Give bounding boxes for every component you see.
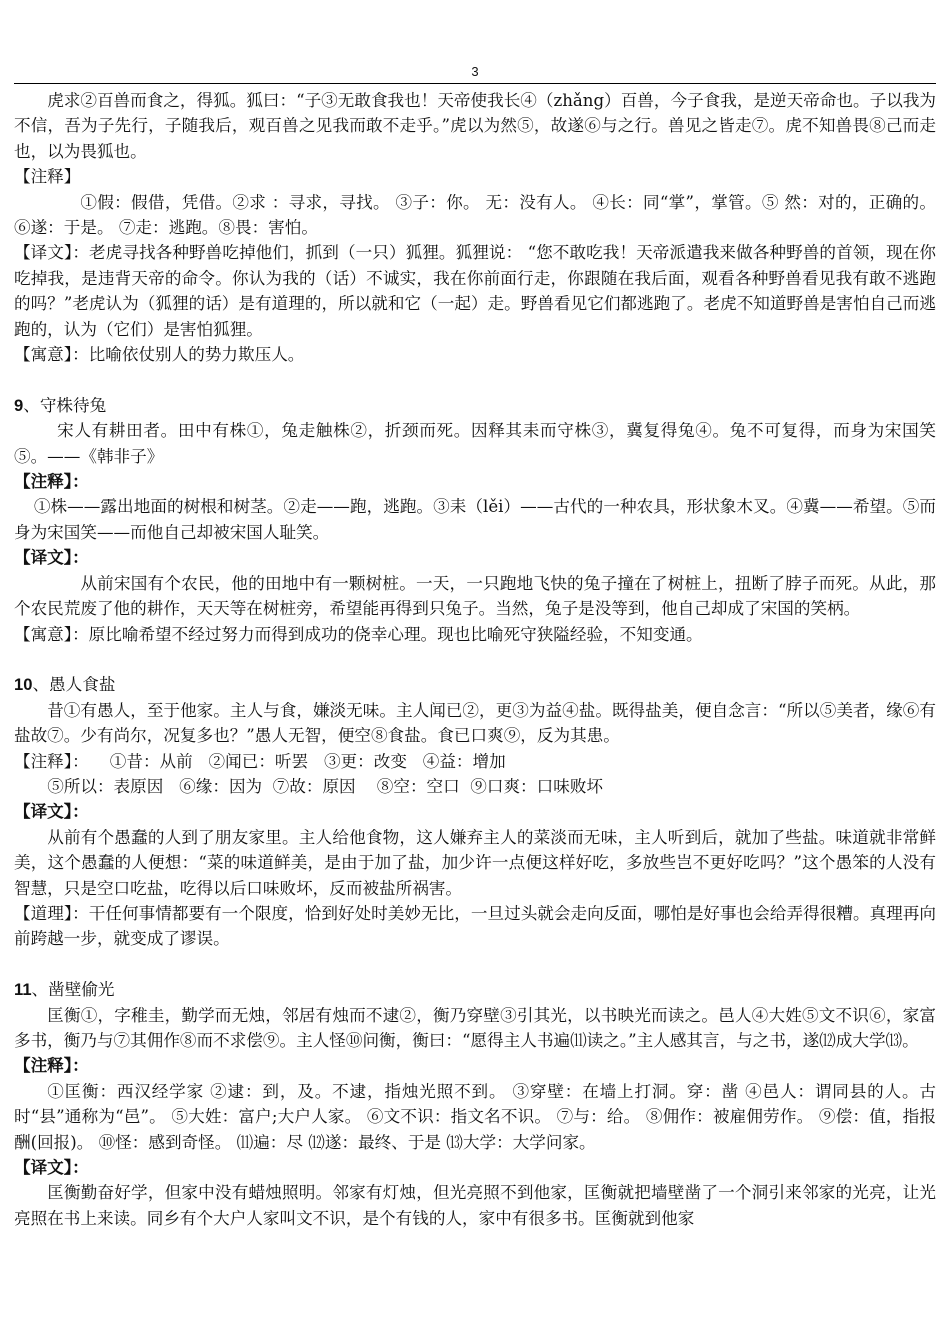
section-11-translation: 匡衡勤奋好学，但家中没有蜡烛照明。邻家有灯烛，但光亮照不到他家，匡衡就把墙壁凿了一个洞引来邻家的光亮，让光亮照在书上来读。同乡有个大户人家叫文不识，是个有钱的人，家中有很多书。匡衡就到他家 <box>14 1183 936 1228</box>
fox-moral: 【寓意】：比喻依仗别人的势力欺压人。 <box>14 345 305 365</box>
section-10-moral: 【道理】：干任何事情都要有一个限度，恰到好处时美妙无比，一旦过头就会走向反面，哪怕是好事也会给弄得很糟。真理再向前跨越一步，就变成了谬误。 <box>14 903 936 949</box>
fox-story-text: 虎求②百兽而食之，得狐。狐曰：“子③无敢食我也！天帝使我长④（zhǎng）百兽，今子食我，是逆天帝命也。子以我为不信，吾为子先行，子随我后，观百兽之见我而敢不走乎。”虎以为然⑤，故遂⑥与之行。兽见之皆走⑦。虎不知兽畏⑧己而走也，以为畏狐也。 <box>14 91 936 161</box>
section-10-notes-line-1: 【注释】： ①昔：从前 ②闻已：听罢 ③更：改变 ④益：增加 <box>14 751 506 771</box>
section-9-translation-label: 【译文】： <box>14 547 89 568</box>
document-page <box>14 64 936 1231</box>
section-10-notes-line-2: ⑤所以：表原因 ⑥缘：因为 ⑦故：原因 ⑧空：空口 ⑨口爽：口味败坏 <box>47 776 604 796</box>
section-11-notes-label: 【注释】： <box>14 1055 89 1076</box>
fox-translation: 【译文】：老虎寻找各种野兽吃掉他们，抓到（一只）狐狸。狐狸说： “您不敢吃我！天帝派遣我来做各种野兽的首领，现在你吃掉我，是违背天帝的命令。你认为我的（话）不诚实，我在你前面行走，你跟随在我后面，观看各种野兽看见我有敢不逃跑的吗？”老虎认为（狐狸的话）是有道理的，所以就和它（一起）走。野兽看见它们都逃跑了。老虎不知道野兽是害怕自己而逃跑的，认为（它们）是害怕狐狸。 <box>14 243 936 339</box>
section-11-text: 匡衡①，字稚圭，勤学而无烛，邻居有烛而不逮②，衡乃穿壁③引其光，以书映光而读之。邑人④大姓⑤文不识⑥，家富多书，衡乃与⑦其佣作⑧而不求偿⑨。主人怪⑩问衡，衡曰：“愿得主人书遍⑾读之。”主人感其言，与之书，遂⑿成大学⒀。 <box>14 1005 936 1050</box>
fox-notes: ①假：假借，凭借。②求 ：寻求，寻找。 ③子：你。 无：没有人。 ④长：同“掌”，掌管。⑤ 然：对的，正确的。 ⑥遂：于是。 ⑦走：逃跑。⑧畏：害怕。 <box>14 192 936 238</box>
section-9-text: 宋人有耕田者。田中有株①，兔走触株②，折颈而死。因释其耒而守株③，冀复得兔④。兔不可复得，而身为宋国笑⑤。——《韩非子》 <box>14 421 936 466</box>
section-11-translation-label: 【译文】： <box>14 1157 89 1178</box>
page-number: 3 <box>471 64 479 79</box>
section-10-translation: 从前有个愚蠢的人到了朋友家里。主人给他食物，这人嫌弃主人的菜淡而无味，主人听到后，就加了些盐。味道就非常鲜美，这个愚蠢的人便想：“菜的味道鲜美，是由于加了盐，加少许一点便这样好吃，多放些岂不更好吃吗？”这个愚笨的人没有智慧，只是空口吃盐，吃得以后口味败坏，反而被盐所祸害。 <box>14 827 936 898</box>
section-9-heading: 9、守株待兔 <box>14 395 107 415</box>
section-11-heading: 11、凿壁偷光 <box>14 980 115 1000</box>
section-9-moral: 【寓意】：原比喻希望不经过努力而得到成功的侥幸心理。现也比喻死守狭隘经验，不知变通。 <box>14 624 703 644</box>
section-9-notes-label: 【注释】： <box>14 471 89 492</box>
section-9-notes: ①株——露出地面的树根和树茎。②走——跑，逃跑。③耒（lěi）——古代的一种农具，形状象木叉。④冀——希望。⑤而身为宋国笑——而他自己却被宋国人耻笑。 <box>14 497 936 542</box>
section-9-translation: 从前宋国有个农民，他的田地中有一颗树桩。一天，一只跑地飞快的兔子撞在了树桩上，扭断了脖子而死。从此，那个农民荒废了他的耕作，天天等在树桩旁，希望能再得到只兔子。当然，兔子是没等到，他自己却成了宋国的笑柄。 <box>14 573 936 619</box>
section-10-heading: 10、愚人食盐 <box>14 675 116 695</box>
section-10-text: 昔①有愚人，至于他家。主人与食，嫌淡无味。主人闻已②，更③为益④盐。既得盐美，便自念言：“所以⑤美者，缘⑥有盐故⑦。少有尚尔，况复多也？”愚人无智，便空⑧食盐。食已口爽⑨，反为其患。 <box>14 700 936 746</box>
fox-notes-label: 【注释】 <box>14 167 81 187</box>
header-rule <box>14 83 936 84</box>
section-11-notes: ①匡衡：西汉经学家 ②逮：到，及。不逮，指烛光照不到。 ③穿壁：在墙上打洞。穿：凿 ④邑人：谓同县的人。古时“县”通称为“邑”。 ⑤大姓：富户;大户人家。 ⑥文不识：指文名不识。 ⑦与：给。 ⑧佣作：被雇佣劳作。 ⑨偿：值，指报酬(回报)。 ⑩怪：感到奇怪。 ⑾遍：尽 ⑿遂：最终、于是 ⒀大学：大学问家。 <box>14 1081 936 1152</box>
section-10-translation-label: 【译文】： <box>14 801 89 822</box>
